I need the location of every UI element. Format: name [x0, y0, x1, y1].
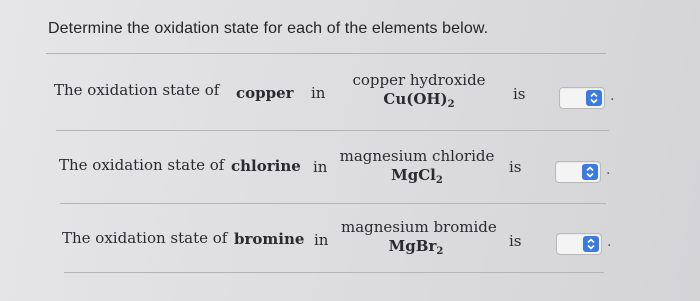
row-element: copper: [236, 84, 294, 102]
oxidation-state-select[interactable]: [555, 161, 601, 183]
row-compound: [348, 71, 490, 114]
compound-formula: MgBr$_2$: [388, 237, 444, 257]
select-arrow-icon: [586, 90, 602, 106]
row-is: is: [513, 85, 526, 103]
row-is: is: [509, 158, 522, 176]
compound-name: magnesium bromide: [341, 218, 497, 236]
row-in: in: [311, 84, 326, 102]
row-is: is: [509, 232, 522, 250]
compound-formula: $Cu(OH)_2$: [383, 90, 455, 110]
row-prefix: The oxidation state of: [59, 156, 225, 174]
row-element: chlorine: [231, 157, 301, 175]
oxidation-state-select[interactable]: [556, 233, 602, 255]
compound-name: magnesium chloride: [339, 147, 495, 165]
row-element: bromine: [234, 230, 305, 248]
row-chlorine: [0, 145, 700, 205]
row-period: .: [610, 88, 615, 104]
row-compound: [341, 218, 497, 261]
row-divider: [60, 203, 606, 204]
row-divider: [56, 130, 609, 131]
row-bromine: [0, 216, 700, 276]
row-prefix: The oxidation state of: [54, 81, 220, 99]
row-copper: [0, 70, 700, 130]
select-arrow-icon: [582, 164, 598, 180]
row-compound: [338, 147, 496, 190]
compound-name: copper hydroxide: [352, 71, 486, 89]
row-prefix: The oxidation state of: [62, 229, 228, 247]
row-divider: [64, 272, 604, 273]
compound-formula: MgCl$_2$: [391, 166, 443, 186]
row-period: .: [607, 234, 612, 250]
oxidation-state-select[interactable]: [559, 87, 605, 109]
select-arrow-icon: [583, 236, 599, 252]
row-period: .: [606, 162, 611, 178]
row-in: in: [314, 231, 329, 249]
question-title: Determine the oxidation state for each of the elements below.: [48, 20, 489, 37]
row-in: in: [313, 158, 328, 176]
title-divider: [46, 53, 606, 54]
